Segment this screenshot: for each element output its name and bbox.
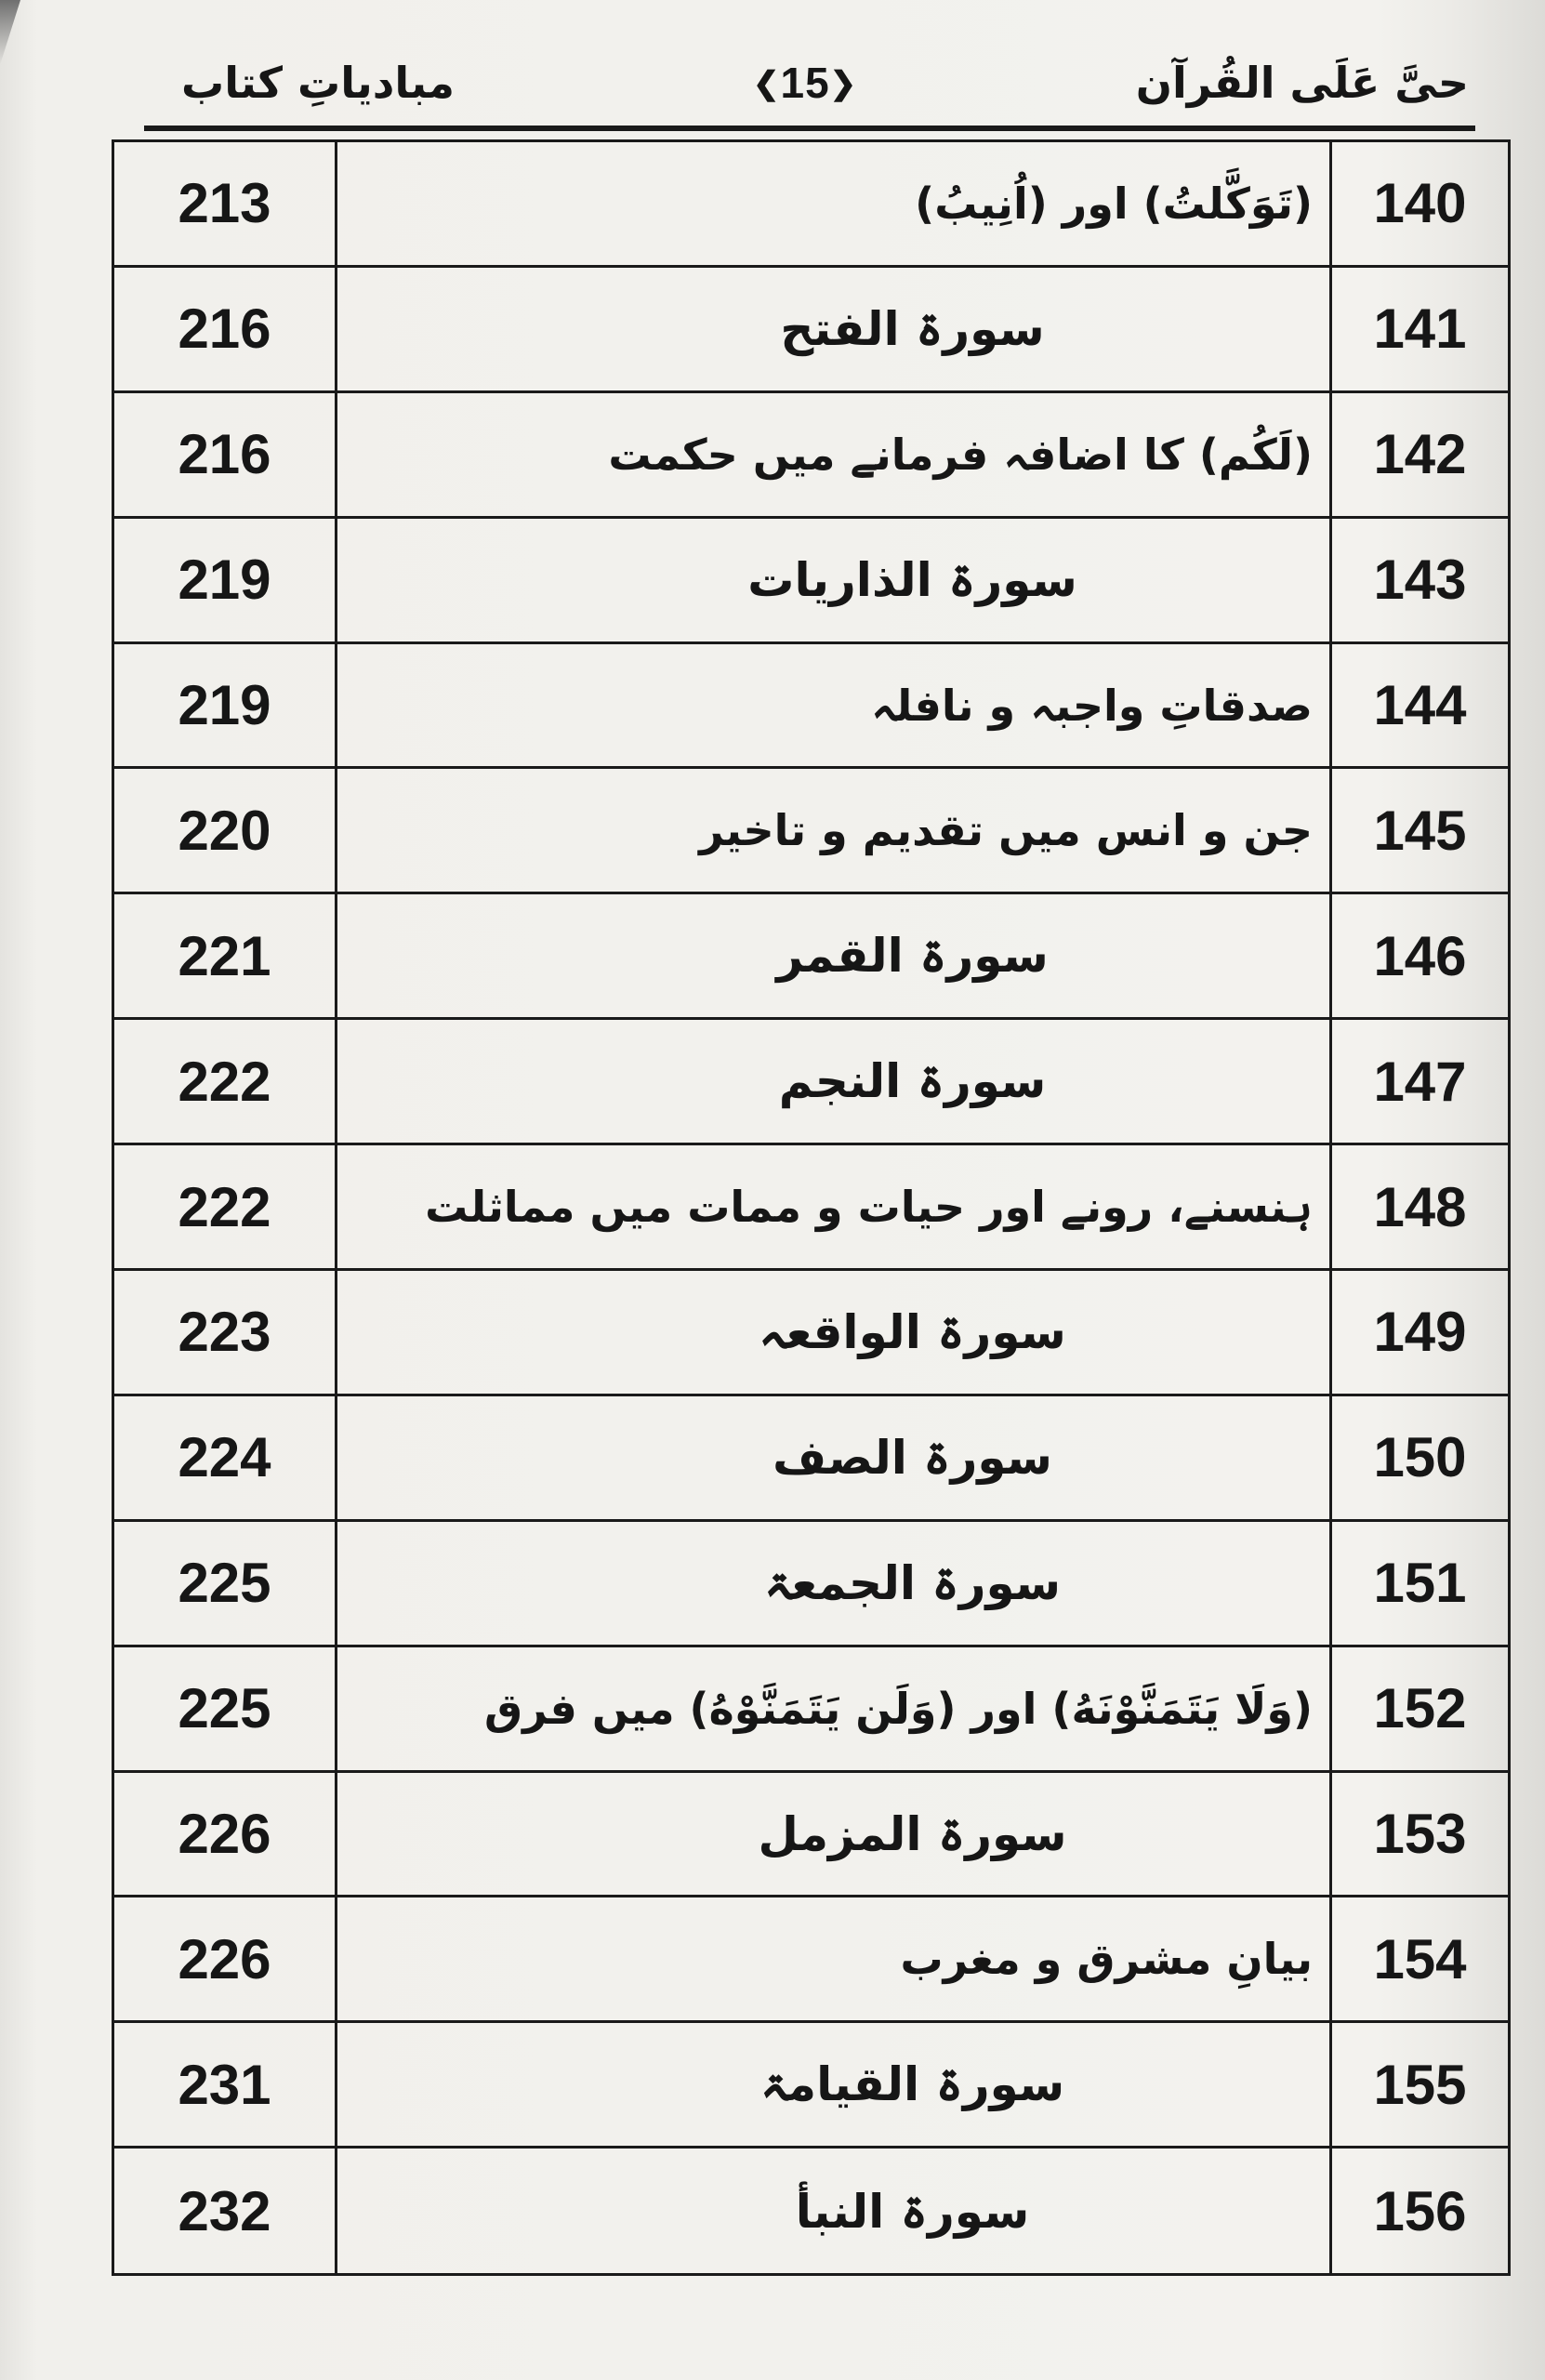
table-row: [114, 1020, 1508, 1145]
surah-heading: [337, 1773, 1332, 1896]
book-title: حیَّ عَلَی القُرآن: [1135, 58, 1469, 108]
title-text: سورۃ الصف: [772, 1430, 1052, 1485]
topic-title: [337, 1897, 1332, 2020]
surah-heading: [337, 268, 1332, 390]
serial-number: 156: [1373, 2180, 1467, 2243]
surah-heading: [337, 1522, 1332, 1645]
page-ref: 232: [114, 2149, 337, 2274]
serial-number: 144: [1373, 674, 1467, 736]
table-row: [114, 1773, 1508, 1898]
table-row: [114, 2023, 1508, 2149]
title-text: سورۃ النجم: [778, 1054, 1047, 1109]
table-row: [114, 393, 1508, 519]
topic-title: [337, 644, 1332, 767]
page-ref: 226: [114, 1897, 337, 2020]
table-row: [114, 1145, 1508, 1271]
page-ref: 219: [114, 644, 337, 767]
serial-number: 155: [1373, 2053, 1467, 2116]
serial-number: 150: [1373, 1426, 1467, 1489]
serial-number: 147: [1373, 1050, 1467, 1113]
running-header: [139, 48, 1469, 132]
topic-title: [337, 142, 1332, 265]
serial-number: 146: [1373, 924, 1467, 987]
ornament-left-icon: ❮: [753, 66, 781, 101]
surah-heading: [337, 1020, 1332, 1143]
title-text: سورۃ القمر: [776, 929, 1049, 984]
table-row: [114, 2149, 1508, 2274]
page-edge-shadow: [0, 0, 20, 65]
title-text: سورۃ القیامۃ: [759, 2057, 1065, 2112]
table-row: [114, 1396, 1508, 1522]
surah-heading: [337, 1271, 1332, 1394]
title-text: بیانِ مشرق و مغرب: [900, 1934, 1313, 1985]
page-ref: 220: [114, 769, 337, 892]
table-row: [114, 268, 1508, 393]
table-row: [114, 1271, 1508, 1396]
table-row: [114, 142, 1508, 268]
title-text: سورۃ المزمل: [758, 1806, 1067, 1861]
title-text: (وَلَا یَتَمَنَّوْنَهُ) اور (وَلَن یَتَمَنَّوْهُ) میں فرق: [484, 1683, 1313, 1734]
page-number-value: 15: [780, 59, 830, 107]
page-ref: 222: [114, 1145, 337, 1268]
title-text: ہنسنے، رونے اور حیات و ممات میں مماثلت: [425, 1182, 1313, 1233]
page-ref: 231: [114, 2023, 337, 2146]
serial-number: 151: [1373, 1552, 1467, 1615]
serial-number: 141: [1373, 298, 1467, 361]
surah-heading: [337, 2149, 1332, 2274]
serial-number: 149: [1373, 1301, 1467, 1364]
serial-number: 143: [1373, 549, 1467, 612]
serial-number: 153: [1373, 1803, 1467, 1866]
title-text: سورۃ النبأ: [795, 2184, 1030, 2239]
table-row: [114, 769, 1508, 894]
table-row: [114, 1647, 1508, 1773]
page-ref: 223: [114, 1271, 337, 1394]
topic-title: [337, 769, 1332, 892]
topic-title: [337, 1647, 1332, 1770]
title-text: سورۃ الجمعۃ: [764, 1555, 1061, 1610]
page-ref: 219: [114, 519, 337, 641]
page-ref: 221: [114, 894, 337, 1017]
header-rule: [144, 126, 1475, 131]
surah-heading: [337, 519, 1332, 641]
page-ref: 226: [114, 1773, 337, 1896]
surah-heading: [337, 1396, 1332, 1519]
page-ref: 216: [114, 268, 337, 390]
title-text: صدقاتِ واجبہ و نافلہ: [871, 680, 1313, 731]
table-row: [114, 644, 1508, 770]
page-ref: 225: [114, 1522, 337, 1645]
page-ref: 225: [114, 1647, 337, 1770]
serial-number: 152: [1373, 1677, 1467, 1740]
page-ref: 224: [114, 1396, 337, 1519]
surah-heading: [337, 2023, 1332, 2146]
page-ref: 222: [114, 1020, 337, 1143]
page-ref: 213: [114, 142, 337, 265]
serial-number: 154: [1373, 1927, 1467, 1990]
title-text: جن و انس میں تقدیم و تاخیر: [699, 805, 1313, 856]
table-row: [114, 519, 1508, 644]
title-text: سورۃ الفتح: [780, 301, 1045, 356]
serial-number: 148: [1373, 1175, 1467, 1238]
surah-heading: [337, 894, 1332, 1017]
page-ref: 216: [114, 393, 337, 516]
topic-title: [337, 1145, 1332, 1268]
serial-number: 145: [1373, 799, 1467, 862]
topic-title: [337, 393, 1332, 516]
table-row: [114, 1522, 1508, 1647]
table-row: [114, 1897, 1508, 2023]
ornament-right-icon: ❯: [829, 66, 858, 101]
contents-table: [112, 139, 1511, 2276]
section-title: مبادیاتِ کتاب: [181, 58, 455, 108]
table-row: [114, 894, 1508, 1020]
title-text: سورۃ الذاریات: [747, 552, 1077, 607]
page-number: [753, 58, 857, 108]
serial-number: 142: [1373, 423, 1467, 486]
serial-number: 140: [1373, 172, 1467, 235]
title-text: (تَوَکَّلتُ) اور (اُنِیبُ): [915, 178, 1313, 229]
title-text: (لَکُم) کا اضافہ فرمانے میں حکمت: [608, 429, 1313, 480]
title-text: سورۃ الواقعہ: [759, 1304, 1066, 1359]
